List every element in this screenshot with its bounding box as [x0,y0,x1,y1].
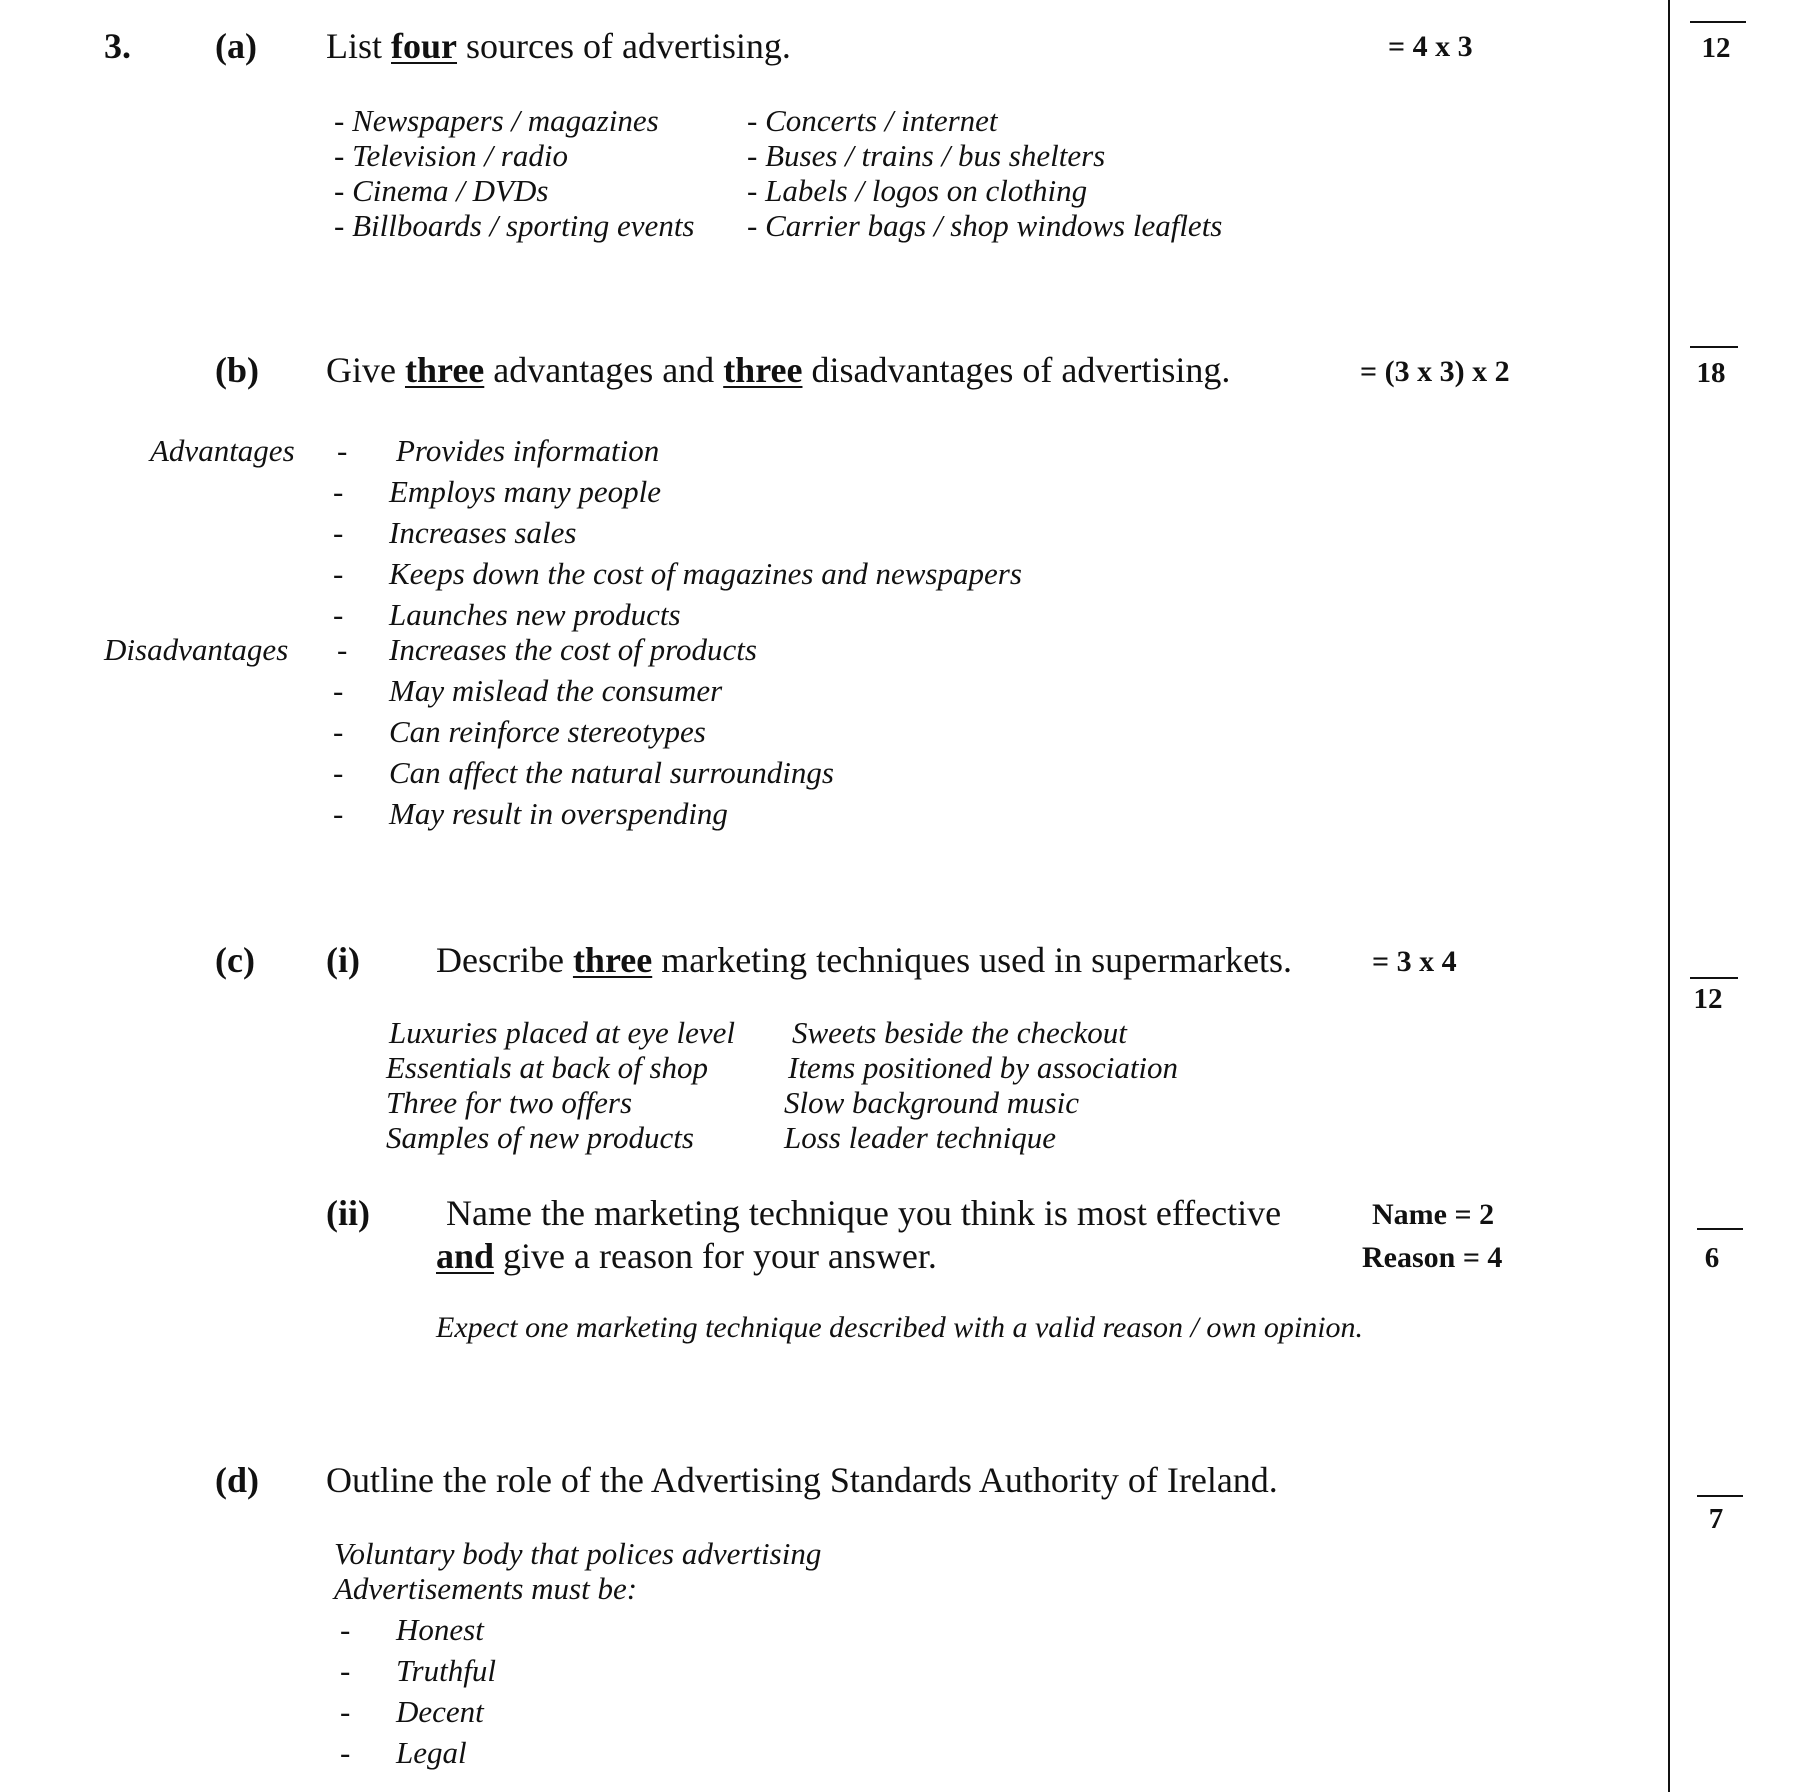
part-c-i-col2-item: Sweets beside the checkout [792,1015,1127,1050]
bullet-dash: - [337,632,348,667]
part-c-i-prompt: Describe three marketing techniques used in supermarkets. [436,940,1293,980]
part-c-ii-allocation-name: Name = 2 [1372,1198,1495,1231]
part-a-col2-item: - Labels / logos on clothing [747,173,1088,208]
part-d-item: Decent [396,1694,484,1729]
part-a-mark-line [1690,21,1746,23]
part-c-i-allocation: = 3 x 4 [1372,945,1457,978]
part-c-ii-prompt-line1: Name the marketing technique you think is most effective [446,1193,1282,1233]
part-d-item: Truthful [396,1653,496,1688]
part-a-col1-item: - Cinema / DVDs [334,173,549,208]
disadvantage-item: Can reinforce stereotypes [389,714,706,749]
part-d-item: Honest [396,1612,484,1647]
advantages-label: Advantages [150,433,295,468]
disadvantage-item: May result in overspending [389,796,728,831]
part-c-ii-allocation-reason: Reason = 4 [1362,1241,1503,1274]
part-a-allocation: = 4 x 3 [1388,30,1473,63]
advantage-item: Employs many people [389,474,662,509]
part-d-answer-line2: Advertisements must be: [334,1571,638,1606]
part-c-i-col2-item: Items positioned by association [788,1050,1179,1085]
part-c-label: (c) [215,940,255,980]
part-a-col2-item: - Carrier bags / shop windows leaflets [747,208,1223,243]
part-b-prompt: Give three advantages and three disadvantages of advertising. [326,350,1231,390]
part-b-label: (b) [215,350,259,390]
disadvantage-item: Can affect the natural surroundings [389,755,834,790]
part-c-i-col1-item: Essentials at back of shop [386,1050,709,1085]
bullet-dash: - [333,755,344,790]
part-c-i-col1-item: Luxuries placed at eye level [389,1015,736,1050]
disadvantage-item: May mislead the consumer [389,673,723,708]
part-d-answer-line1: Voluntary body that polices advertising [334,1536,822,1571]
disadvantages-label: Disadvantages [104,632,289,667]
part-a-mark: 12 [1701,32,1731,64]
part-c-ii-answer: Expect one marketing technique described with a valid reason / own opinion. [436,1311,1364,1344]
part-d-mark-line [1697,1495,1743,1497]
advantage-item: Increases sales [389,515,577,550]
part-c-ii-label: (ii) [326,1193,370,1233]
advantage-item: Launches new products [389,597,681,632]
part-a-prompt: List four sources of advertising. [326,26,791,66]
advantage-item: Keeps down the cost of magazines and newspapers [389,556,1022,591]
part-d-prompt: Outline the role of the Advertising Standards Authority of Ireland. [326,1460,1278,1500]
part-a-col1-item: - Newspapers / magazines [334,103,659,138]
part-c-ii-mark: 6 [1704,1242,1720,1274]
part-a-col2-item: - Concerts / internet [747,103,998,138]
bullet-dash: - [333,673,344,708]
part-c-i-mark: 12 [1693,983,1723,1015]
bullet-dash: - [340,1612,351,1647]
part-c-i-col2-item: Loss leader technique [784,1120,1057,1155]
bullet-dash: - [333,796,344,831]
part-c-ii-mark-line [1697,1228,1743,1230]
bullet-dash: - [340,1735,351,1770]
part-a-col1-item: - Billboards / sporting events [334,208,695,243]
bullet-dash: - [333,474,344,509]
bullet-dash: - [333,714,344,749]
part-c-i-mark-line [1690,977,1738,979]
advantage-item: Provides information [396,433,660,468]
disadvantage-item: Increases the cost of products [389,632,757,667]
part-d-mark: 7 [1708,1503,1724,1535]
bullet-dash: - [340,1694,351,1729]
bullet-dash: - [340,1653,351,1688]
part-d-label: (d) [215,1460,259,1500]
part-c-i-label: (i) [326,940,360,980]
question-number: 3. [104,26,131,66]
part-b-allocation: = (3 x 3) x 2 [1360,355,1510,388]
part-c-i-col2-item: Slow background music [784,1085,1080,1120]
part-c-i-col1-item: Three for two offers [386,1085,633,1120]
part-c-i-col1-item: Samples of new products [386,1120,694,1155]
bullet-dash: - [337,433,348,468]
margin-divider-line [1668,0,1670,1792]
part-b-mark: 18 [1696,357,1726,389]
part-a-col1-item: - Television / radio [334,138,568,173]
part-a-col2-item: - Buses / trains / bus shelters [747,138,1106,173]
part-b-mark-line [1690,346,1738,348]
part-a-label: (a) [215,26,257,66]
bullet-dash: - [333,556,344,591]
part-c-ii-prompt-line2: and give a reason for your answer. [436,1236,937,1276]
bullet-dash: - [333,597,344,632]
bullet-dash: - [333,515,344,550]
part-d-item: Legal [396,1735,467,1770]
